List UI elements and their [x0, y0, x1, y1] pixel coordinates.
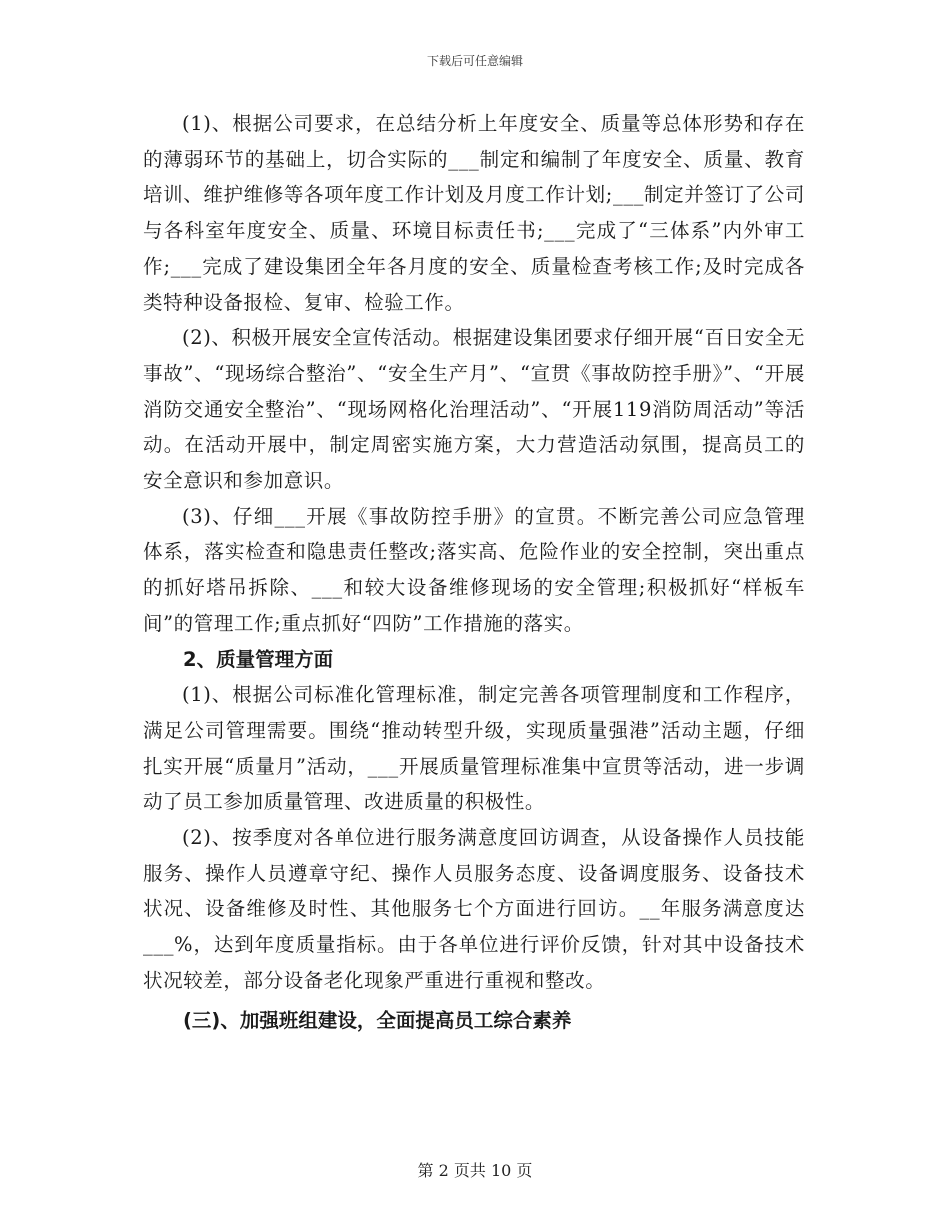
page-number: 第 2 页共 10 页: [417, 1161, 533, 1180]
section-heading-quality: 2、质量管理方面: [183, 647, 334, 671]
paragraph-safety-plan: (1)、根据公司要求，在总结分析上年度安全、质量等总体形势和存在的薄弱环节的基础上，切合实际的___制定和编制了年度安全、质量、教育培训、维护维修等各项年度工作计划及月度工作计划;___制定并签订了公司与各科室年度安全、质量、环境目标责任书;___完成了“三体系”内外审工作;___完成了建设集团全年各月度的安全、质量检查考核工作;及时完成各类特种设备报检、复审、检验工作。: [143, 112, 805, 314]
document-body: [143, 106, 805, 1038]
paragraph-satisfaction-survey: (2)、按季度对各单位进行服务满意度回访调查，从设备操作人员技能服务、操作人员遵章守纪、操作人员服务态度、设备调度服务、设备技术状况、设备维修及时性、其他服务七个方面进行回访。__年服务满意度达___%，达到年度质量指标。由于各单位进行评价反馈，针对其中设备技术状况较差，部分设备老化现象严重进行重视和整改。: [143, 826, 805, 992]
section-heading-team-building: (三)、加强班组建设，全面提高员工综合素养: [183, 1008, 572, 1032]
paragraph-safety-campaign: (2)、积极开展安全宣传活动。根据建设集团要求仔细开展“百日安全无事故”、“现场综合整治”、“安全生产月”、“宣贯《事故防控手册》”、“开展消防交通安全整治”、“现场网格化治理活动”、“开展119消防周活动”等活动。在活动开展中，制定周密实施方案，大力营造活动氛围，提高员工的安全意识和参加意识。: [143, 326, 805, 493]
page-header: 下载后可任意编辑: [426, 54, 523, 68]
paragraph-accident-manual: (3)、仔细___开展《事故防控手册》的宣贯。不断完善公司应急管理体系，落实检查和隐患责任整改;落实高、危险作业的安全控制，突出重点的抓好塔吊拆除、___和较大设备维修现场的安全管理;积极抓好“样板车间”的管理工作;重点抓好“四防”工作措施的落实。: [143, 504, 805, 635]
paragraph-quality-standards: (1)、根据公司标准化管理标准，制定完善各项管理制度和工作程序，满足公司管理需要。围绕“推动转型升级，实现质量强港”活动主题，仔细扎实开展“质量月”活动，___开展质量管理标准集中宣贯等活动，进一步调动了员工参加质量管理、改进质量的积极性。: [143, 683, 805, 814]
